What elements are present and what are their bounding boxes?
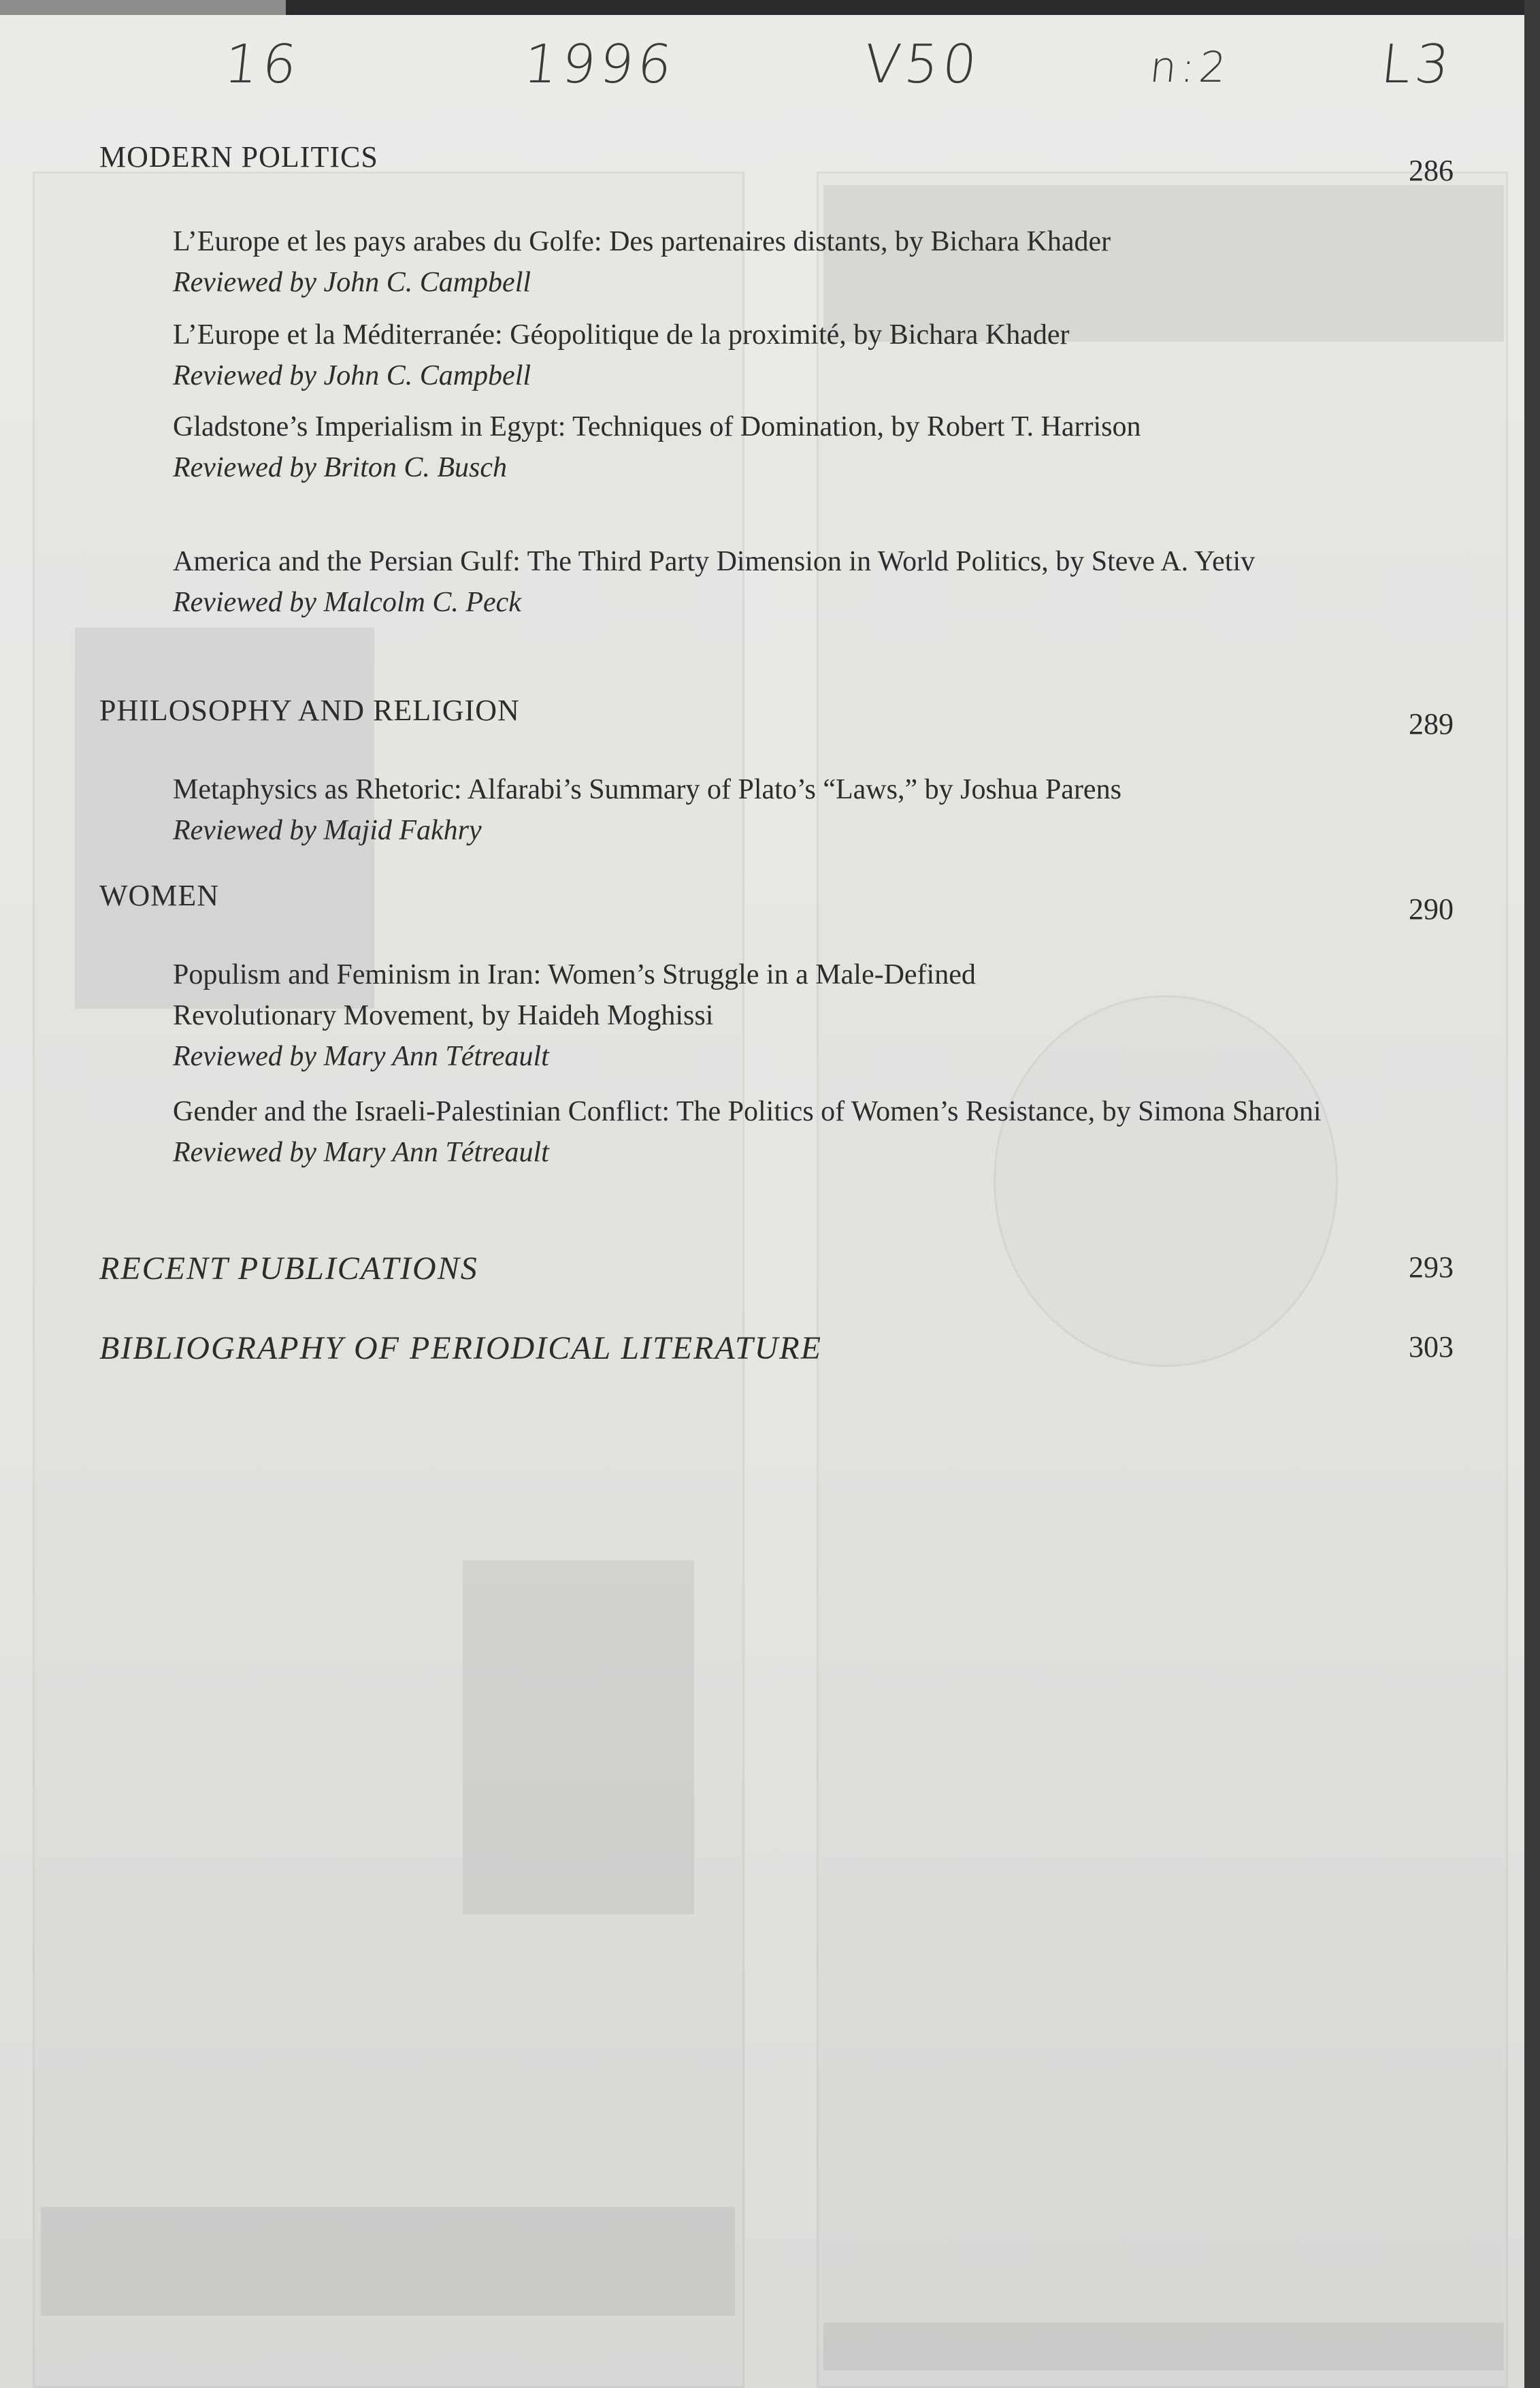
reviewer: Reviewed by Mary Ann Tétreault <box>173 1041 549 1072</box>
top-strip-nub <box>0 0 286 15</box>
section-modern-politics <box>99 140 1454 194</box>
book-title: Metaphysics as Rhetoric: Alfarabi’s Summary of Plato’s “Laws,” by Joshua Parens <box>173 774 1121 805</box>
reviewer: Reviewed by Briton C. Busch <box>173 452 508 483</box>
handwritten-year: 1996 <box>521 34 679 95</box>
review-entry <box>173 314 1323 396</box>
section-page-number: 289 <box>1409 707 1454 741</box>
review-entry <box>173 221 1323 303</box>
book-title: Gladstone’s Imperialism in Egypt: Techniques of Domination, by Robert T. Harrison <box>173 411 1141 442</box>
section-title: PHILOSOPHY AND RELIGION <box>99 694 520 727</box>
page-edge <box>1524 0 1540 2388</box>
handwritten-volume-number: 16 <box>221 34 304 95</box>
reviewer: Reviewed by Majid Fakhry <box>173 815 482 846</box>
review-entry <box>173 406 1323 488</box>
book-title: Gender and the Israeli-Palestinian Conflict: The Politics of Women’s Resistance, by Simona Sharoni <box>173 1096 1322 1127</box>
reviewer: Reviewed by John C. Campbell <box>173 360 531 391</box>
book-title-line: Populism and Feminism in Iran: Women’s Struggle in a Male-Defined <box>173 959 976 990</box>
section-recent-publications <box>99 1250 1454 1297</box>
book-title: America and the Persian Gulf: The Third Party Dimension in World Politics, by Steve A. Yetiv <box>173 546 1256 577</box>
handwritten-volume: V50 <box>861 34 984 95</box>
book-title: L’Europe et les pays arabes du Golfe: Des partenaires distants, by Bichara Khader <box>173 226 1111 257</box>
book-title-line: Revolutionary Movement, by Haideh Moghissi <box>173 1000 714 1031</box>
top-strip <box>0 0 1540 15</box>
section-bibliography <box>99 1329 1454 1377</box>
book-title: L’Europe et la Méditerranée: Géopolitique de la proximité, by Bichara Khader <box>173 319 1070 351</box>
review-entry <box>173 1091 1323 1173</box>
section-title: WOMEN <box>99 879 220 912</box>
section-philosophy-and-religion <box>99 693 1454 747</box>
section-page-number: 303 <box>1409 1330 1454 1364</box>
reviewer: Reviewed by Mary Ann Tétreault <box>173 1137 549 1168</box>
section-page-number: 293 <box>1409 1251 1454 1284</box>
review-entry <box>173 769 1323 851</box>
handwritten-issue: n:2 <box>1147 42 1233 92</box>
bleed-through-footer-left <box>41 2207 735 2316</box>
section-page-number: 286 <box>1409 154 1454 187</box>
review-entry <box>173 954 1323 1077</box>
section-page-number: 290 <box>1409 892 1454 926</box>
section-women <box>99 878 1454 933</box>
section-title: MODERN POLITICS <box>99 140 378 174</box>
bleed-through-footer-right <box>823 2323 1504 2370</box>
section-title: RECENT PUBLICATIONS <box>99 1251 478 1287</box>
review-entry <box>173 541 1323 623</box>
section-title: BIBLIOGRAPHY OF PERIODICAL LITERATURE <box>99 1330 822 1366</box>
bleed-through-photo <box>463 1560 694 1914</box>
reviewer: Reviewed by John C. Campbell <box>173 267 531 298</box>
reviewer: Reviewed by Malcolm C. Peck <box>173 587 521 618</box>
handwritten-code: L3 <box>1378 34 1456 95</box>
